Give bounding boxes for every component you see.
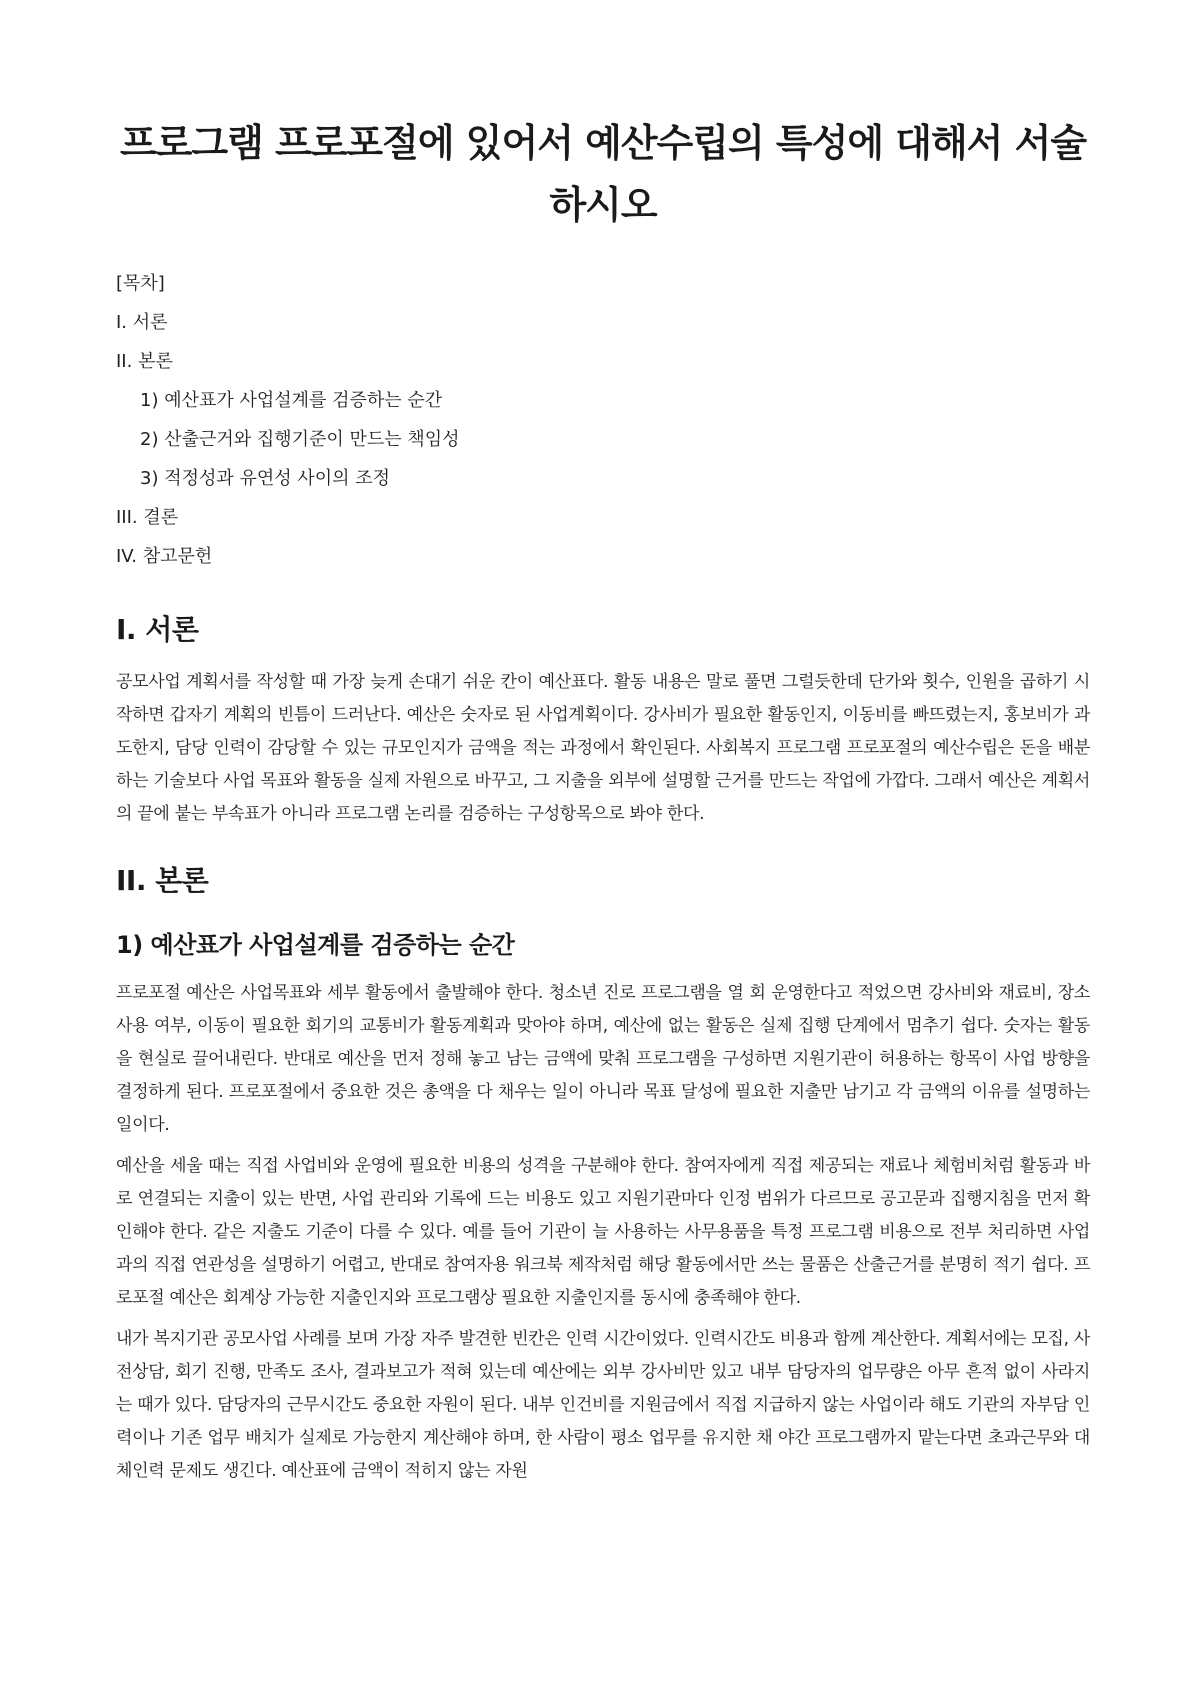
toc-item: [목차]	[116, 273, 165, 294]
body-heading: II. 본론	[116, 864, 209, 897]
toc-item: III. 결론	[116, 507, 179, 528]
toc-item: IV. 참고문헌	[116, 546, 213, 567]
intro-heading: I. 서론	[116, 613, 199, 646]
toc-item: I. 서론	[116, 312, 168, 333]
intro-section	[116, 610, 1090, 831]
toc-subitem: 1) 예산표가 사업설계를 검증하는 순간	[140, 390, 443, 411]
body-section	[116, 861, 1090, 1488]
toc-subitem: 3) 적정성과 유연성 사이의 조정	[140, 468, 391, 489]
toc-subitem: 2) 산출근거와 집행기준이 만드는 책임성	[140, 429, 460, 450]
table-of-contents	[116, 264, 1090, 576]
body-paragraph: 내가 복지기관 공모사업 사례를 보며 가장 자주 발견한 빈칸은 인력 시간이었다. 인력시간도 비용과 함께 계산한다. 계획서에는 모집, 사전상담, 회기 진행, 만족도 조사, 결과보고가 적혀 있는데 예산에는 외부 강사비만 있고 내부 담당자의 업무량은 아무 흔적 없이 사라지는 때가 있다. 담당자의 근무시간도 중요한 자원이 된다. 내부 인건비를 지원금에서 직접 지급하지 않는 사업이라 해도 기관의 자부담 인력이나 기존 업무 배치가 실제로 가능한지 계산해야 하며, 한 사람이 평소 업무를 유지한 채 야간 프로그램까지 맡는다면 초과근무와 대체인력 문제도 생긴다. 예산표에 금액이 적히지 않는 자원	[116, 1329, 1090, 1481]
intro-paragraph: 공모사업 계획서를 작성할 때 가장 늦게 손대기 쉬운 칸이 예산표다. 활동 내용은 말로 풀면 그럴듯한데 단가와 횟수, 인원을 곱하기 시작하면 갑자기 계획의 빈틈이 드러난다. 예산은 숫자로 된 사업계획이다. 강사비가 필요한 활동인지, 이동비를 빠뜨렸는지, 홍보비가 과도한지, 담당 인력이 감당할 수 있는 규모인지가 금액을 적는 과정에서 확인된다. 사회복지 프로그램 프로포절의 예산수립은 돈을 배분하는 기술보다 사업 목표와 활동을 실제 자원으로 바꾸고, 그 지출을 외부에 설명할 근거를 만드는 작업에 가깝다. 그래서 예산은 계획서의 끝에 붙는 부속표가 아니라 프로그램 논리를 검증하는 구성항목으로 봐야 한다.	[116, 672, 1090, 824]
toc-item: II. 본론	[116, 351, 173, 372]
body-paragraph: 프로포절 예산은 사업목표와 세부 활동에서 출발해야 한다. 청소년 진로 프로그램을 열 회 운영한다고 적었으면 강사비와 재료비, 장소 사용 여부, 이동이 필요한 회기의 교통비가 활동계획과 맞아야 하며, 예산에 없는 활동은 실제 집행 단계에서 멈추기 쉽다. 숫자는 활동을 현실로 끌어내린다. 반대로 예산을 먼저 정해 놓고 남는 금액에 맞춰 프로그램을 구성하면 지원기관이 허용하는 항목이 사업 방향을 결정하게 된다. 프로포절에서 중요한 것은 총액을 다 채우는 일이 아니라 목표 달성에 필요한 지출만 남기고 각 금액의 이유를 설명하는 일이다.	[116, 983, 1090, 1135]
subsection-heading: 1) 예산표가 사업설계를 검증하는 순간	[116, 931, 515, 959]
document-title: 프로그램 프로포절에 있어서 예산수립의 특성에 대해서 서술하시오	[119, 121, 1087, 227]
body-paragraph: 예산을 세울 때는 직접 사업비와 운영에 필요한 비용의 성격을 구분해야 한다. 참여자에게 직접 제공되는 재료나 체험비처럼 활동과 바로 연결되는 지출이 있는 반면, 사업 관리와 기록에 드는 비용도 있고 지원기관마다 인정 범위가 다르므로 공고문과 집행지침을 먼저 확인해야 한다. 같은 지출도 기준이 다를 수 있다. 예를 들어 기관이 늘 사용하는 사무용품을 특정 프로그램 비용으로 전부 처리하면 사업과의 직접 연관성을 설명하기 어렵고, 반대로 참여자용 워크북 제작처럼 해당 활동에서만 쓰는 물품은 산출근거를 분명히 적기 쉽다. 프로포절 예산은 회계상 가능한 지출인지와 프로그램상 필요한 지출인지를 동시에 충족해야 한다.	[116, 1156, 1090, 1308]
